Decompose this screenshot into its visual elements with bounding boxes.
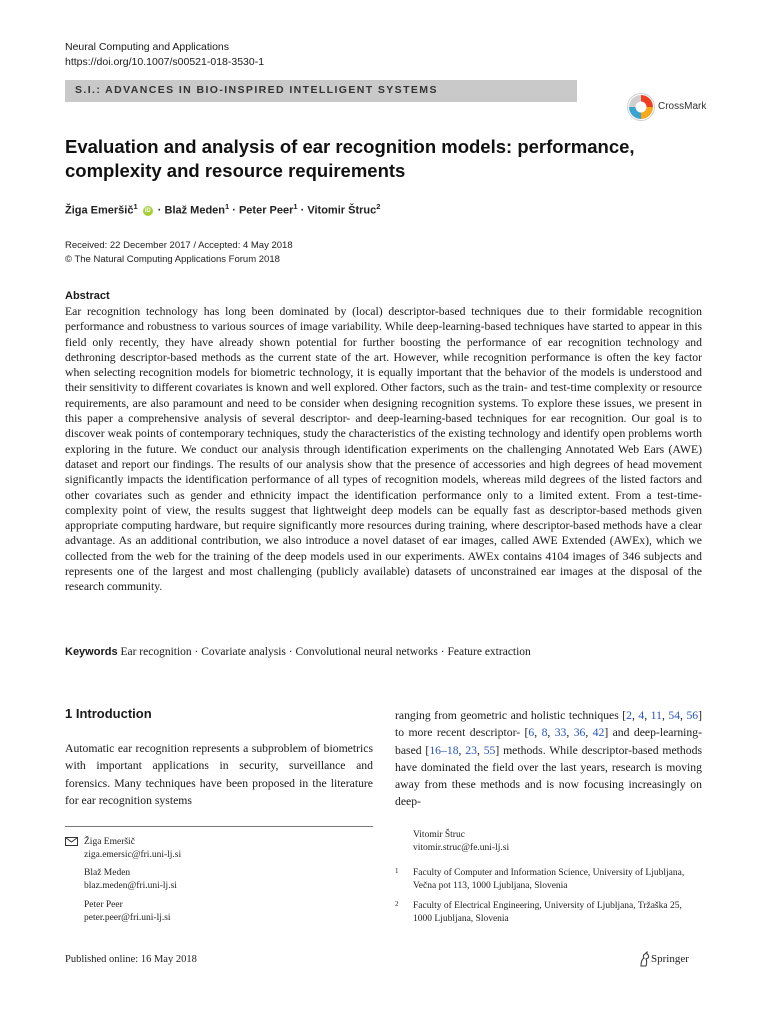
citation-link[interactable]: 36 [573, 726, 586, 740]
affiliation-1 [395, 867, 703, 895]
crossmark-icon [626, 92, 656, 122]
contact-name: Vitomir Štruc [413, 830, 465, 840]
text-run: , [476, 743, 484, 757]
published-online-date: Published online: 16 May 2018 [65, 954, 197, 965]
text-run: , [458, 743, 466, 757]
publisher-logo [638, 951, 708, 969]
affiliation-number: 1 [395, 867, 399, 875]
author-list: Žiga Emeršič$^1$ iD · Blaž Meden$^1$ · Peter Peer$^1$ · Vitomir Štruc$^2$ [65, 202, 381, 217]
text-run: , [644, 709, 651, 722]
keywords-label: Keywords [65, 646, 118, 658]
author-contact [84, 899, 171, 924]
author-contact [413, 829, 509, 854]
text-run: , [585, 726, 593, 740]
paper-title: Evaluation and analysis of ear recognition models: performance, complexity and resource requirements [65, 136, 635, 181]
text-run: , [661, 709, 669, 722]
citation-link[interactable]: 54 [668, 709, 681, 722]
affiliation-text: Faculty of Computer and Information Science, University of Ljubljana, Večna pot 113, 1000 Ljubljana, Slovenia [413, 868, 685, 891]
author-name: Žiga Emeršič [65, 204, 134, 217]
citation-link[interactable]: 8 [541, 726, 548, 740]
contact-name: Blaž Meden [84, 868, 131, 878]
text-run: ] methods. While descriptor-based methods have dominated the field over the last years, research is moving away from these methods and is now focusing increasingly on deep- [395, 743, 703, 809]
keywords-list: Ear recognition · Covariate analysis · Convolutional neural networks · Feature extraction [120, 646, 531, 658]
citation-link[interactable]: 56 [686, 709, 699, 722]
affiliation-text: Faculty of Electrical Engineering, University of Ljubljana, Tržaška 25, 1000 Ljubljana, Slovenia [413, 901, 682, 924]
orcid-icon[interactable]: iD [144, 207, 151, 214]
author-name: Vitomir Štruc [307, 204, 377, 217]
author-contact [84, 867, 177, 892]
citation-link[interactable]: 42 [592, 726, 605, 740]
intro-paragraph-right [395, 707, 702, 811]
section-banner-text: S.I.: ADVANCES IN BIO-INSPIRED INTELLIGENT SYSTEMS [75, 84, 438, 96]
text-run: , [632, 709, 639, 722]
contact-email[interactable]: peter.peer@fri.uni-lj.si [84, 912, 171, 923]
text-run: , [547, 726, 555, 740]
text-run: , [566, 726, 574, 740]
text-run: ranging from geometric and holistic techniques [ [395, 709, 627, 722]
citation-link[interactable]: 11 [650, 709, 662, 722]
section-heading-introduction: 1 Introduction [65, 706, 152, 721]
received-accepted-dates: Received: 22 December 2017 / Accepted: 4 May 2018 [65, 240, 293, 251]
citation-link[interactable]: 16–18 [429, 743, 459, 757]
footnote-divider [65, 826, 373, 827]
crossmark-label: CrossMark [658, 101, 707, 112]
crossmark-badge[interactable] [626, 92, 736, 124]
author-affiliation-mark: 1 [133, 202, 138, 211]
envelope-icon [65, 837, 78, 846]
springer-horse-icon [638, 951, 650, 967]
keywords-line [65, 646, 531, 658]
text-run: , [534, 726, 542, 740]
contact-name: Žiga Emeršič [84, 837, 135, 847]
text-run: ] and deep-learning-based [ [395, 726, 703, 757]
citation-link[interactable]: 2 [626, 709, 633, 722]
contact-email[interactable]: blaz.meden@fri.uni-lj.si [84, 880, 177, 891]
contact-name: Peter Peer [84, 900, 123, 910]
author-affiliation-mark: 1 [225, 202, 230, 211]
text-run: , [680, 709, 687, 722]
author-affiliation-mark: 2 [376, 202, 381, 211]
citation-link[interactable]: 33 [554, 726, 567, 740]
abstract-text: Ear recognition technology has long been dominated by (local) descriptor-based techniques due to their formidable recognition performance and robustness to various sources of image variability. While deep-learning-based techniques have started to appear in this field only recently, they have already shown potential for further boosting the performance of ear recognition technology and dethroning descriptor-based methods as the current state of the art. However, while recognition performance is often the key factor when selecting recognition models for biometric technology, it is equally important that the behavior of the models is understood and their sensitivity to different covariates is known and well explored. Other factors, such as the train- and test-time complexity or resource requirements, are also paramount and need to be consider when designing recognition systems. To explore these issues, we present in this paper a comprehensive analysis of several descriptor- and deep-learning-based techniques for ear recognition. Our goal is to discover weak points of contemporary techniques, study the characteristics of the existing technology and identify open problems worth exploring in the future. We conduct our analysis through identification experiments on the challenging Annotated Web Ears (AWE) dataset and report our findings. The results of our analysis show that the presence of accessories and high degrees of head movement significantly impacts the identification performance of all types of recognition models, whereas mild degrees of the listed factors and other covariates such as gender and ethnicity impact the identification performance only to a limited extent. From a test-time-complexity point of view, the results suggest that lightweight deep models can be equally fast as descriptor-based methods given appropriate computing hardware, but require significantly more resources during training, where descriptor-based methods have a clear advantage. As an additional contribution, we also introduce a novel dataset of ear images, called AWE Extended (AWEx), which we collected from the web for the training of the deep models used in our experiments. AWEx contains 4104 images of 346 subjects and represents one of the largest and most challenging (publicly available) datasets of unconstrained ear images at the disposal of the research community. [65, 305, 702, 594]
author-name: Peter Peer [238, 204, 294, 217]
citation-link[interactable]: 4 [638, 709, 645, 722]
citation-link[interactable]: 55 [483, 743, 496, 757]
doi-link[interactable]: https://doi.org/10.1007/s00521-018-3530-1 [65, 56, 265, 68]
journal-name: Neural Computing and Applications [65, 41, 230, 53]
author-affiliation-mark: 1 [293, 202, 298, 211]
affiliation-number: 2 [395, 900, 399, 908]
affiliation-2 [395, 900, 703, 928]
contact-email[interactable]: vitomir.struc@fe.uni-lj.si [413, 842, 510, 853]
citation-link[interactable]: 23 [465, 743, 477, 757]
author-name: Blaž Meden [164, 204, 226, 217]
text-run: ] to more recent descriptor- [ [395, 709, 703, 740]
section-banner [65, 80, 577, 102]
publisher-name: Springer [651, 953, 689, 965]
citation-link[interactable]: 6 [528, 726, 535, 740]
copyright-notice: © The Natural Computing Applications Forum 2018 [65, 254, 280, 265]
intro-paragraph-left: Automatic ear recognition represents a subproblem of biometrics with important applications in security, surveillance and forensics. Many techniques have been proposed in the literature for ear recognition systems [65, 742, 373, 807]
contact-email[interactable]: ziga.emersic@fri.uni-lj.si [84, 849, 182, 860]
abstract-heading: Abstract [65, 290, 110, 302]
